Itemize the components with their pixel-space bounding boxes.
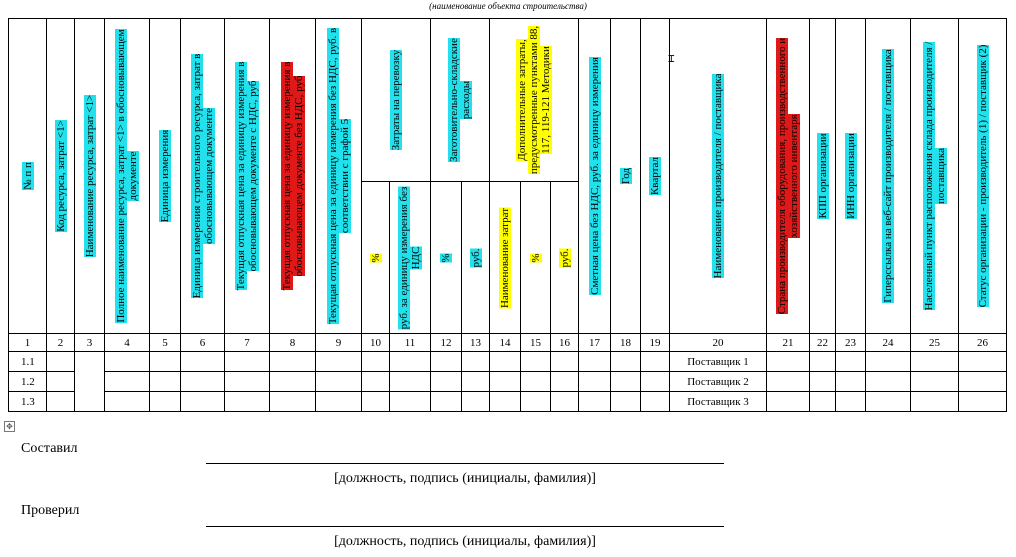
header-country xyxy=(767,19,810,334)
checked-signature-line xyxy=(206,526,724,527)
header-label: % xyxy=(529,252,542,263)
table-cell[interactable] xyxy=(959,392,1007,412)
table-cell[interactable] xyxy=(150,392,181,412)
header-estimate-price xyxy=(579,19,611,334)
header-storage-percent xyxy=(431,182,462,334)
header-inn xyxy=(836,19,866,334)
table-cell[interactable] xyxy=(641,352,670,372)
table-cell[interactable] xyxy=(767,392,810,412)
table-cell[interactable] xyxy=(579,372,611,392)
table-cell[interactable] xyxy=(431,352,462,372)
header-label: Единица измерения строительного ресурса, затрат в обосновывающем документе xyxy=(190,53,215,299)
header-full-name xyxy=(105,19,150,334)
table-cell[interactable] xyxy=(836,352,866,372)
column-number: 17 xyxy=(579,334,611,352)
header-resource-code xyxy=(47,19,75,334)
header-label: Населенный пункт расположения склада производителя / поставщика xyxy=(922,41,947,311)
header-additional-rub xyxy=(551,182,579,334)
column-number: 11 xyxy=(390,334,431,352)
header-unit-document xyxy=(181,19,225,334)
header-storage-group xyxy=(431,19,490,182)
table-cell[interactable] xyxy=(150,352,181,372)
resource-price-table xyxy=(8,18,1007,412)
header-label: Заготовительно-складские расходы xyxy=(448,38,472,162)
header-label: Текущая отпускная цена за единицу измерения в обосновывающем документе с НДС, руб xyxy=(235,61,259,291)
table-cell[interactable] xyxy=(75,352,105,412)
i-beam-cursor-icon: ⌶ xyxy=(668,52,675,65)
table-cell[interactable] xyxy=(362,352,390,372)
header-transport-percent xyxy=(362,182,390,334)
column-number: 14 xyxy=(490,334,521,352)
table-cell[interactable] xyxy=(225,372,270,392)
column-number: 1 xyxy=(9,334,47,352)
table-cell[interactable] xyxy=(641,392,670,412)
table-cell[interactable] xyxy=(181,352,225,372)
table-cell[interactable] xyxy=(490,352,521,372)
column-number: 12 xyxy=(431,334,462,352)
table-cell[interactable] xyxy=(181,372,225,392)
supplier-name-cell[interactable]: Поставщик 1 xyxy=(670,352,767,372)
table-cell[interactable] xyxy=(270,352,316,372)
header-label: ИНН организации xyxy=(844,133,857,219)
table-cell[interactable] xyxy=(866,372,911,392)
column-number: 6 xyxy=(181,334,225,352)
table-cell[interactable] xyxy=(911,352,959,372)
header-supplier-name xyxy=(670,19,767,334)
row-label[interactable]: 1.3 xyxy=(9,392,47,412)
table-cell[interactable] xyxy=(521,352,551,372)
table-cell[interactable] xyxy=(362,372,390,392)
header-unit xyxy=(150,19,181,334)
table-cell[interactable] xyxy=(911,372,959,392)
header-year xyxy=(611,19,641,334)
column-number: 8 xyxy=(270,334,316,352)
header-price-without-vat xyxy=(270,19,316,334)
column-number: 25 xyxy=(911,334,959,352)
table-cell[interactable] xyxy=(316,372,362,392)
header-additional-name xyxy=(490,182,521,334)
header-quarter xyxy=(641,19,670,334)
object-name-caption: (наименование объекта строительства) xyxy=(429,1,587,11)
header-label: Затраты на перевозку xyxy=(390,49,402,151)
header-label: № п п xyxy=(21,162,34,190)
header-price-column5 xyxy=(316,19,362,334)
table-cell[interactable] xyxy=(959,372,1007,392)
table-cell[interactable] xyxy=(105,352,150,372)
header-price-with-vat xyxy=(225,19,270,334)
column-number: 2 xyxy=(47,334,75,352)
header-label: Квартал xyxy=(649,156,662,196)
composed-signature-line xyxy=(206,463,724,464)
column-number: 9 xyxy=(316,334,362,352)
table-cell[interactable] xyxy=(521,392,551,412)
header-resource-name xyxy=(75,19,105,334)
column-number: 24 xyxy=(866,334,911,352)
table-cell[interactable] xyxy=(866,392,911,412)
table-cell[interactable] xyxy=(490,372,521,392)
header-label: Сметная цена без НДС, руб. за единицу измерения xyxy=(588,57,601,295)
row-label[interactable]: 1.1 xyxy=(9,352,47,372)
column-number: 3 xyxy=(75,334,105,352)
table-cell[interactable] xyxy=(390,372,431,392)
header-label: Текущая отпускная цена за единицу измерения без НДС, руб. в соответствии с графой 5 xyxy=(326,27,351,325)
column-number-row xyxy=(9,334,1007,352)
header-transport-rub xyxy=(390,182,431,334)
table-cell[interactable] xyxy=(551,372,579,392)
table-cell[interactable] xyxy=(521,372,551,392)
header-label: Год xyxy=(619,167,632,185)
header-transport-group xyxy=(362,19,431,182)
table-cell[interactable] xyxy=(810,392,836,412)
column-number: 22 xyxy=(810,334,836,352)
table-cell[interactable] xyxy=(579,352,611,372)
move-anchor-icon[interactable]: ✥ xyxy=(4,421,15,432)
header-label: руб. за единицу измерения без НДС xyxy=(398,186,422,329)
table-cell[interactable] xyxy=(181,392,225,412)
table-row xyxy=(9,372,1007,392)
column-number: 20 xyxy=(670,334,767,352)
checked-signature-caption: [должность, подпись (инициалы, фамилия)] xyxy=(334,534,596,549)
header-label: Код ресурса, затрат <1> xyxy=(54,120,67,232)
row-label[interactable]: 1.2 xyxy=(9,372,47,392)
header-label: КПП организации xyxy=(816,133,829,219)
table-cell[interactable] xyxy=(431,372,462,392)
column-number: 10 xyxy=(362,334,390,352)
table-cell[interactable] xyxy=(611,352,641,372)
table-cell[interactable] xyxy=(551,392,579,412)
table-cell[interactable] xyxy=(767,372,810,392)
supplier-name-cell[interactable]: Поставщик 2 xyxy=(670,372,767,392)
table-cell[interactable] xyxy=(490,392,521,412)
header-label: Полное наименование ресурса, затрат <1> в обосновывающем документе xyxy=(115,29,139,323)
header-warehouse xyxy=(911,19,959,334)
table-cell[interactable] xyxy=(611,372,641,392)
table-cell[interactable] xyxy=(579,392,611,412)
header-website xyxy=(866,19,911,334)
table-cell[interactable] xyxy=(959,352,1007,372)
supplier-name-cell[interactable]: Поставщик 3 xyxy=(670,392,767,412)
table-cell[interactable] xyxy=(462,352,490,372)
table-cell[interactable] xyxy=(47,372,75,392)
table-cell[interactable] xyxy=(225,392,270,412)
column-number: 23 xyxy=(836,334,866,352)
header-label: % xyxy=(440,252,452,263)
table-cell[interactable] xyxy=(641,372,670,392)
table-cell[interactable] xyxy=(390,352,431,372)
composed-by-label: Составил xyxy=(21,441,78,456)
column-number: 16 xyxy=(551,334,579,352)
header-label: Наименование ресурса, затрат <1> xyxy=(83,94,96,258)
table-cell[interactable] xyxy=(810,372,836,392)
table-cell[interactable] xyxy=(911,392,959,412)
column-number: 21 xyxy=(767,334,810,352)
table-cell[interactable] xyxy=(47,392,75,412)
table-cell[interactable] xyxy=(390,392,431,412)
table-cell[interactable] xyxy=(462,392,490,412)
table-cell[interactable] xyxy=(225,352,270,372)
column-number: 5 xyxy=(150,334,181,352)
table-cell[interactable] xyxy=(767,352,810,372)
table-cell[interactable] xyxy=(47,352,75,372)
table-cell[interactable] xyxy=(866,352,911,372)
table-cell[interactable] xyxy=(611,392,641,412)
table-cell[interactable] xyxy=(836,392,866,412)
column-number: 15 xyxy=(521,334,551,352)
header-label: Страна производителя оборудования, производственного и хозяйственного инвентаря xyxy=(776,37,801,315)
column-number: 7 xyxy=(225,334,270,352)
table-cell[interactable] xyxy=(270,392,316,412)
header-label: Текущая отпускная цена за единицу измерения в обосновывающем документе без НДС, руб xyxy=(280,61,305,291)
table-cell[interactable] xyxy=(836,372,866,392)
header-storage-rub xyxy=(462,182,490,334)
column-number: 19 xyxy=(641,334,670,352)
checked-by-label: Проверил xyxy=(21,503,80,518)
header-label: % xyxy=(369,252,382,263)
header-row-number xyxy=(9,19,47,334)
table-cell[interactable] xyxy=(551,352,579,372)
table-cell[interactable] xyxy=(316,392,362,412)
header-label: Дополнительные затраты, предусмотренные пунктами 88, 117, 119-121 Методики xyxy=(516,25,552,175)
header-label: Наименование производителя / поставщика xyxy=(712,73,725,279)
header-label: Наименование затрат xyxy=(499,207,511,308)
column-number: 26 xyxy=(959,334,1007,352)
table-cell[interactable] xyxy=(362,392,390,412)
header-label: руб. xyxy=(469,247,482,268)
table-cell[interactable] xyxy=(150,372,181,392)
column-number: 13 xyxy=(462,334,490,352)
composed-signature-caption: [должность, подпись (инициалы, фамилия)] xyxy=(334,471,596,486)
header-additional-percent xyxy=(521,182,551,334)
header-label: Гиперссылка на веб-сайт производителя / поставщика xyxy=(882,49,895,303)
table-cell[interactable] xyxy=(105,372,150,392)
header-additional-group xyxy=(490,19,579,182)
table-cell[interactable] xyxy=(431,392,462,412)
header-kpp xyxy=(810,19,836,334)
header-label: Статус организации - производитель (1) / поставщик (2) xyxy=(976,44,989,308)
table-cell[interactable] xyxy=(462,372,490,392)
header-label: руб. xyxy=(558,247,571,268)
column-number: 18 xyxy=(611,334,641,352)
column-number: 4 xyxy=(105,334,150,352)
table-cell[interactable] xyxy=(810,352,836,372)
table-row xyxy=(9,352,1007,372)
header-status xyxy=(959,19,1007,334)
header-label: Единица измерения xyxy=(159,129,171,223)
table-cell[interactable] xyxy=(270,372,316,392)
table-row xyxy=(9,392,1007,412)
table-cell[interactable] xyxy=(316,352,362,372)
table-cell[interactable] xyxy=(105,392,150,412)
